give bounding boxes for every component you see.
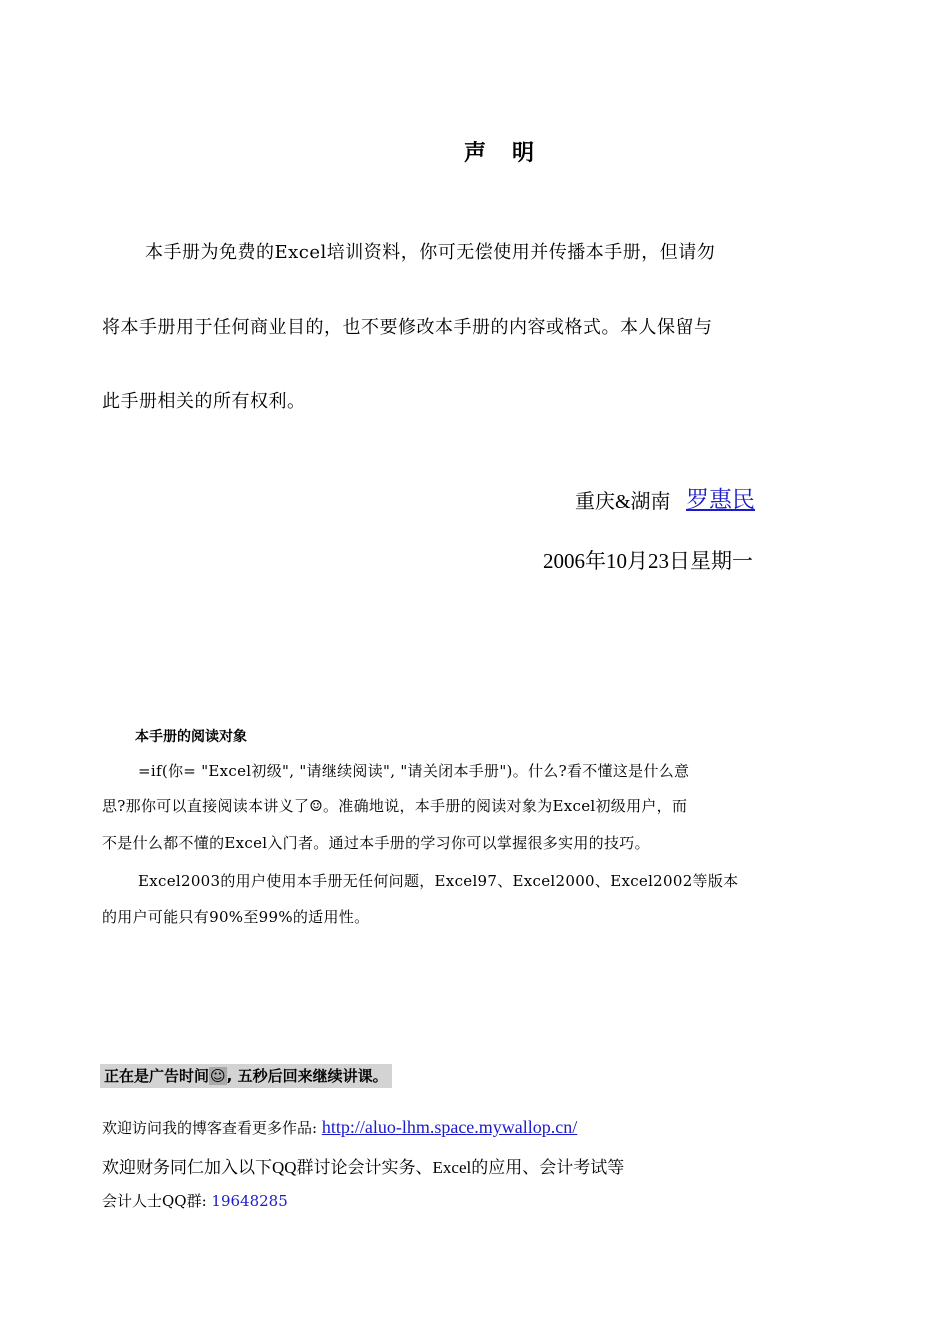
readers-line-4: Excel2003的用户使用本手册无任何问题，Excel97、Excel2000、Excel2002等版本	[138, 872, 739, 890]
declaration-line-1: 本手册为免费的Excel培训资料，你可无偿使用并传播本手册，但请勿	[145, 242, 716, 263]
blog-label: 欢迎访问我的博客查看更多作品:	[102, 1119, 322, 1137]
ad-text-after: , 五秒后回来继续讲课。	[226, 1067, 388, 1085]
qq-line	[102, 1190, 288, 1211]
ad-banner	[100, 1064, 392, 1088]
ad-text-before: 正在是广告时间	[104, 1067, 210, 1085]
qq-number: 19648285	[211, 1192, 288, 1210]
blog-line	[102, 1117, 577, 1138]
readers-heading: 本手册的阅读对象	[135, 729, 247, 745]
declaration-title: 声 明	[463, 141, 536, 166]
signature-name-link[interactable]: 罗惠民	[686, 487, 755, 512]
declaration-line-3: 此手册相关的所有权利。	[102, 391, 306, 412]
blog-link[interactable]: http://aluo-lhm.space.mywallop.cn/	[321, 1117, 578, 1137]
readers-line-1: =if(你= "Excel初级", "请继续阅读", "请关闭本手册")。什么?看不懂这是什么意	[138, 762, 690, 780]
readers-line-2: 思?那你可以直接阅读本讲义了☺。准确地说，本手册的阅读对象为Excel初级用户，而	[102, 797, 688, 815]
signature-place: 重庆&湖南	[575, 491, 671, 513]
signature-date: 2006年10月23日星期一	[543, 549, 753, 573]
smiley-icon: ☺	[210, 1067, 226, 1085]
readers-line-5: 的用户可能只有90%至99%的适用性。	[102, 908, 370, 926]
qq-group-invite: 欢迎财务同仁加入以下QQ群讨论会计实务、Excel的应用、会计考试等	[102, 1158, 625, 1177]
qq-label: 会计人士QQ群:	[102, 1192, 212, 1210]
declaration-line-2: 将本手册用于任何商业目的，也不要修改本手册的内容或格式。本人保留与	[102, 317, 713, 338]
readers-line-3: 不是什么都不懂的Excel入门者。通过本手册的学习你可以掌握很多实用的技巧。	[102, 834, 650, 852]
